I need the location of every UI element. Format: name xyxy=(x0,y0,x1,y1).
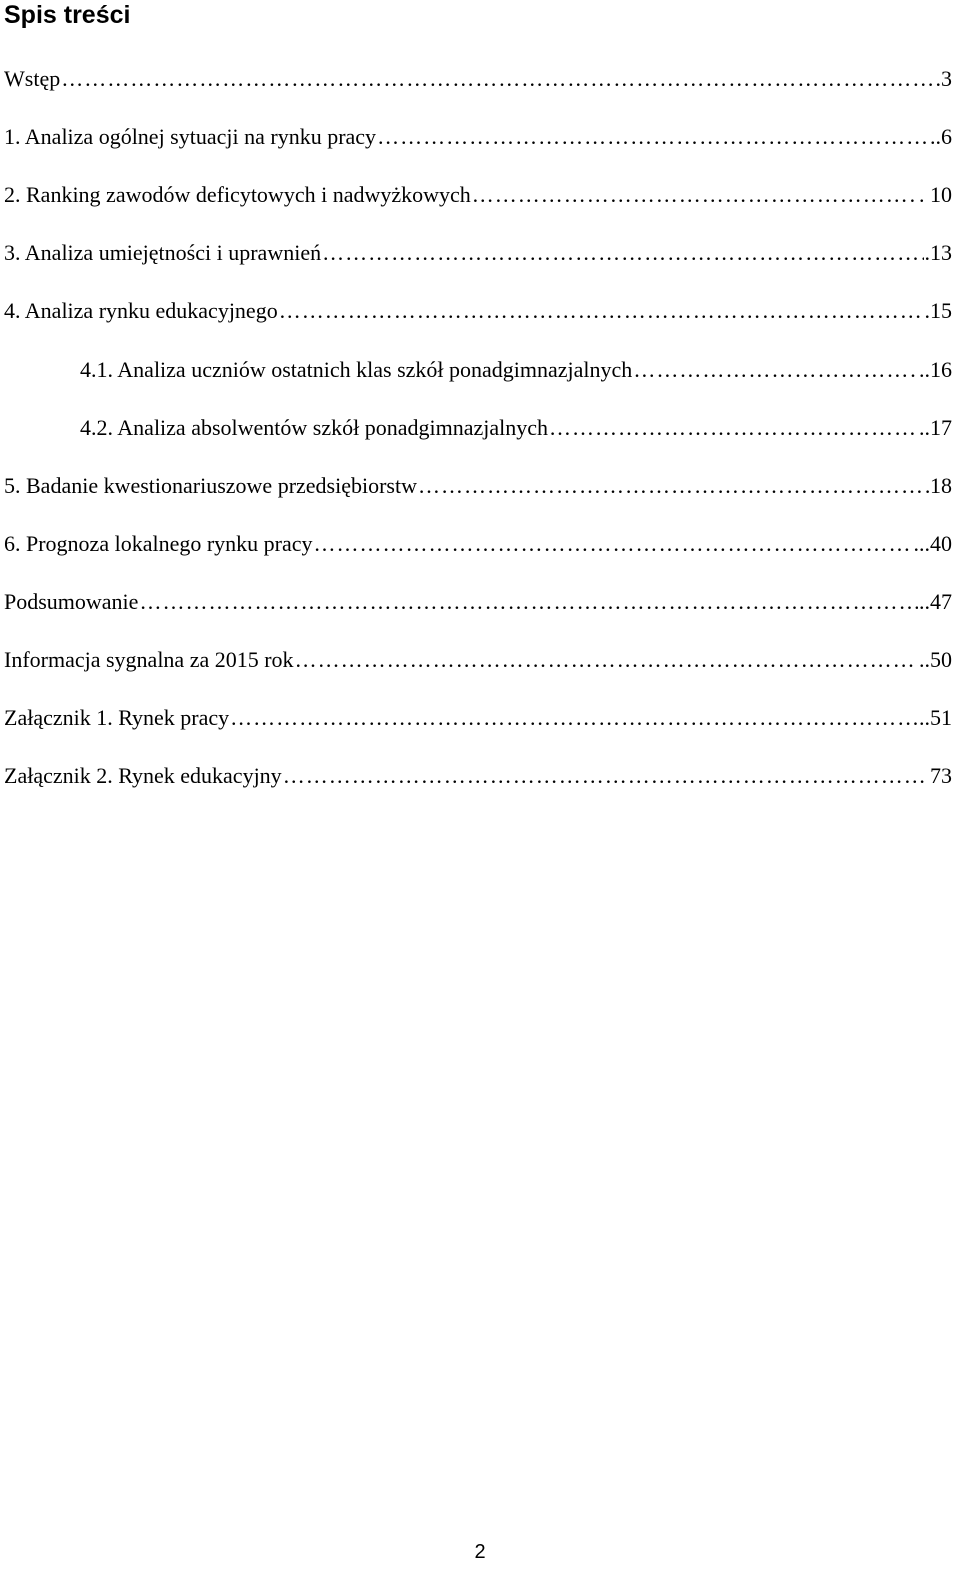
toc-entry-text: Wstęp xyxy=(4,66,61,91)
toc-title: Spis treści xyxy=(4,1,131,29)
toc-entry-4-2[interactable] xyxy=(80,412,952,444)
toc-dot-leader xyxy=(139,586,918,618)
toc-entry-zalacznik-2[interactable] xyxy=(4,760,952,792)
toc-entry-1[interactable] xyxy=(4,121,952,153)
toc-dot-leader xyxy=(377,121,934,153)
toc-entry-page: ...40 xyxy=(913,531,952,556)
toc-entry-page: ..47 xyxy=(919,589,952,614)
toc-entry-informacja-sygnalna[interactable] xyxy=(4,644,952,676)
toc-entry-text: Informacja sygnalna za 2015 rok xyxy=(4,647,294,672)
toc-entry-text: 4. Analiza rynku edukacyjnego xyxy=(4,298,278,323)
toc-entry-text: Załącznik 1. Rynek pracy xyxy=(4,705,230,730)
toc-entry-zalacznik-1[interactable] xyxy=(4,702,952,734)
toc-entry-page: ..50 xyxy=(919,647,952,672)
toc-dot-leader xyxy=(549,412,918,444)
toc-entry-page: 73 xyxy=(930,763,952,788)
toc-entry-page: . 10 xyxy=(919,182,952,207)
toc-entry-text: 6. Prognoza lokalnego rynku pracy xyxy=(4,531,313,556)
toc-entry-page: ..17 xyxy=(919,415,952,440)
toc-entry-text: 1. Analiza ogólnej sytuacji na rynku pracy xyxy=(4,124,377,149)
toc-entry-podsumowanie[interactable] xyxy=(4,586,952,618)
page-number: 2 xyxy=(474,1541,486,1563)
toc-entry-3[interactable] xyxy=(4,237,952,269)
toc-entry-page: ..16 xyxy=(919,357,952,382)
toc-entry-page: ..51 xyxy=(919,705,952,730)
toc-entry-text: 4.1. Analiza uczniów ostatnich klas szkół ponadgimnazjalnych xyxy=(80,357,633,382)
toc-entry-text: Podsumowanie xyxy=(4,589,139,614)
toc-entry-page: 18 xyxy=(930,473,952,498)
toc-entry-text: 5. Badanie kwestionariuszowe przedsiębiorstw xyxy=(4,473,417,498)
toc-dot-leader xyxy=(279,295,924,327)
toc-entry-4-1[interactable] xyxy=(80,354,952,386)
toc-dot-leader xyxy=(418,470,929,502)
toc-entry-text: 4.2. Analiza absolwentów szkół ponadgimnazjalnych xyxy=(80,415,548,440)
toc-entry-text: 3. Analiza umiejętności i uprawnień xyxy=(4,240,322,265)
toc-entry-6[interactable] xyxy=(4,528,952,560)
toc-entry-text: Załącznik 2. Rynek edukacyjny xyxy=(4,763,282,788)
toc-entry-page: .15 xyxy=(924,298,952,323)
toc-dot-leader xyxy=(230,702,918,734)
toc-dot-leader xyxy=(314,528,913,560)
toc-entry-5[interactable] xyxy=(4,470,952,502)
toc-dot-leader xyxy=(322,237,923,269)
toc-entry-wstep[interactable] xyxy=(4,63,952,95)
toc-dot-leader xyxy=(633,354,918,386)
toc-dot-leader xyxy=(295,644,918,676)
toc-entry-2[interactable] xyxy=(4,179,952,211)
toc-entry-4[interactable] xyxy=(4,295,952,327)
toc-entry-page: .3 xyxy=(935,66,952,91)
toc-entry-page: .13 xyxy=(924,240,952,265)
toc-entry-page: .6 xyxy=(935,124,952,149)
toc-dot-leader xyxy=(61,63,934,95)
toc-dot-leader xyxy=(472,179,918,211)
toc-dot-leader xyxy=(283,760,929,792)
toc-entry-text: 2. Ranking zawodów deficytowych i nadwyżkowych xyxy=(4,182,471,207)
